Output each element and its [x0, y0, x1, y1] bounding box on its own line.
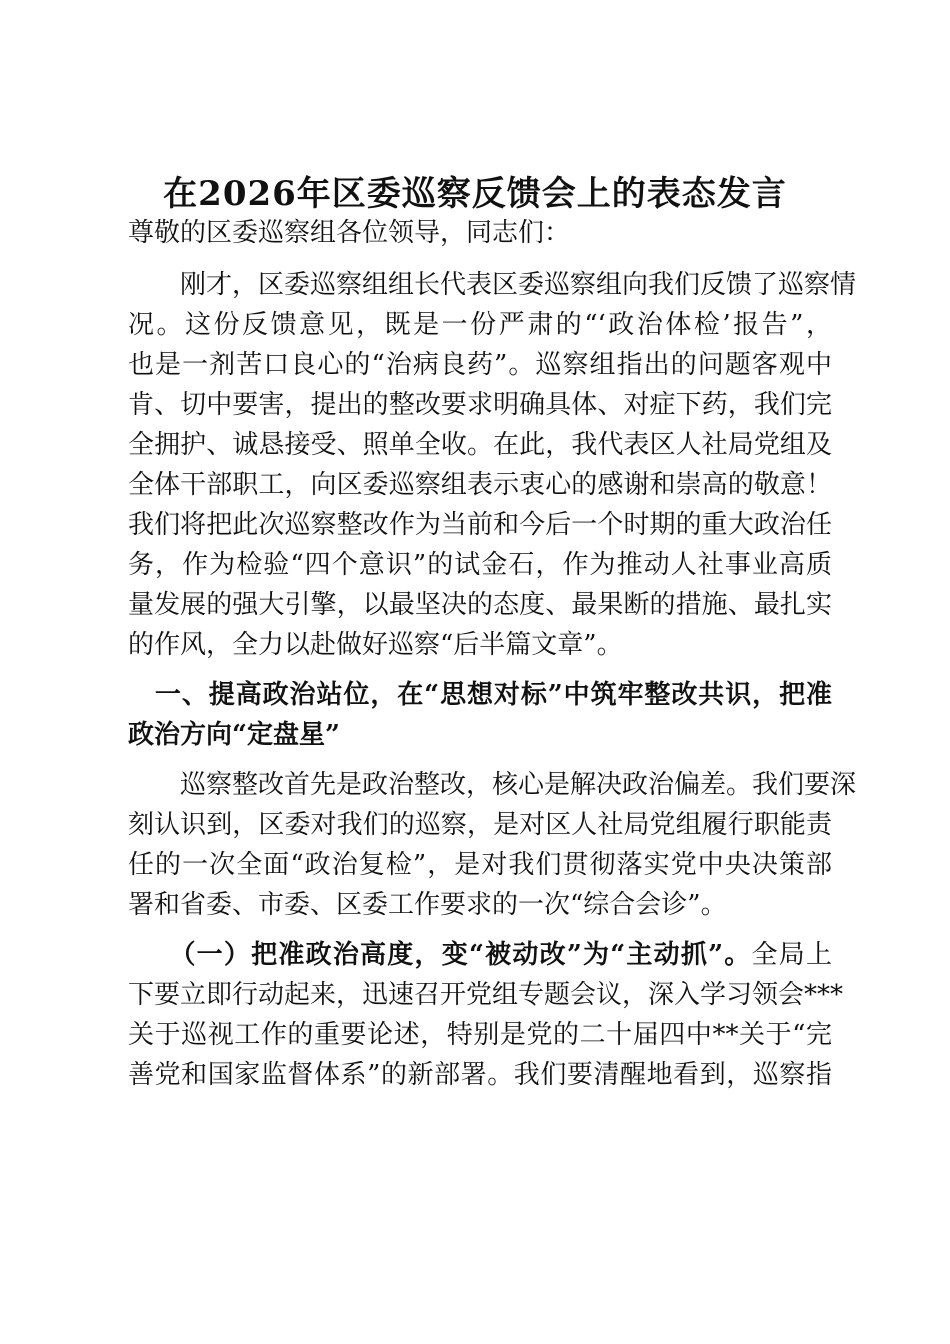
subsection-lead-rest: 全局上	[751, 940, 832, 970]
salutation	[128, 213, 832, 253]
document-body	[128, 213, 857, 1095]
text-line: 刚才，区委巡察组组长代表区委巡察组向我们反馈了巡察情	[128, 270, 857, 300]
text-line: 全体干部职工，向区委巡察组表示衷心的感谢和崇高的敬意！	[128, 470, 832, 500]
text-line: 肯、切中要害，提出的整改要求明确具体、对症下药，我们完	[128, 390, 832, 420]
heading-line: 一、提高政治站位，在“思想对标”中筑牢整改共识，把准	[128, 680, 832, 710]
subsection-lead: （一）把准政治高度，变“被动改”为“主动抓”。	[128, 940, 752, 970]
text-line: 量发展的强大引擎，以最坚决的态度、最果断的措施、最扎实	[128, 590, 832, 620]
text-line: 况。这份反馈意见，既是一份严肃的“‘政治体检’报告”，	[128, 310, 832, 340]
text-line: 下要立即行动起来，迅速召开党组专题会议，深入学习领会***	[128, 980, 844, 1010]
text-line: 我们将把此次巡察整改作为当前和今后一个时期的重大政治任	[128, 510, 832, 540]
heading-line: 政治方向“定盘星”	[128, 720, 340, 750]
text-line: 全拥护、诚恳接受、照单全收。在此，我代表区人社局党组及	[128, 430, 832, 460]
text-line	[128, 935, 832, 975]
paragraph-opening	[128, 265, 857, 665]
text-line: 任的一次全面“政治复检”，是对我们贯彻落实党中央决策部	[128, 850, 832, 880]
text-line: 巡察整改首先是政治整改，核心是解决政治偏差。我们要深	[128, 770, 857, 800]
paragraph-rectification	[128, 765, 857, 925]
document-title: 在2026年区委巡察反馈会上的表态发言	[163, 174, 787, 214]
text-line: 善党和国家监督体系”的新部署。我们要清醒地看到，巡察指	[128, 1060, 832, 1090]
text-line: 署和省委、市委、区委工作要求的一次“综合会诊”。	[128, 890, 727, 920]
text-line: 刻认识到，区委对我们的巡察，是对区人社局党组履行职能责	[128, 810, 832, 840]
text-line: 也是一剂苦口良心的“治病良药”。巡察组指出的问题客观中	[128, 350, 832, 380]
salutation-text: 尊敬的区委巡察组各位领导，同志们：	[128, 218, 571, 248]
text-line: 关于巡视工作的重要论述，特别是党的二十届四中**关于“完	[128, 1020, 832, 1050]
section-heading-1	[128, 675, 832, 755]
text-line: 的作风，全力以赴做好巡察“后半篇文章”。	[128, 630, 623, 660]
text-line: 务，作为检验“四个意识”的试金石，作为推动人社事业高质	[128, 550, 832, 580]
paragraph-subsection-1	[128, 935, 844, 1095]
